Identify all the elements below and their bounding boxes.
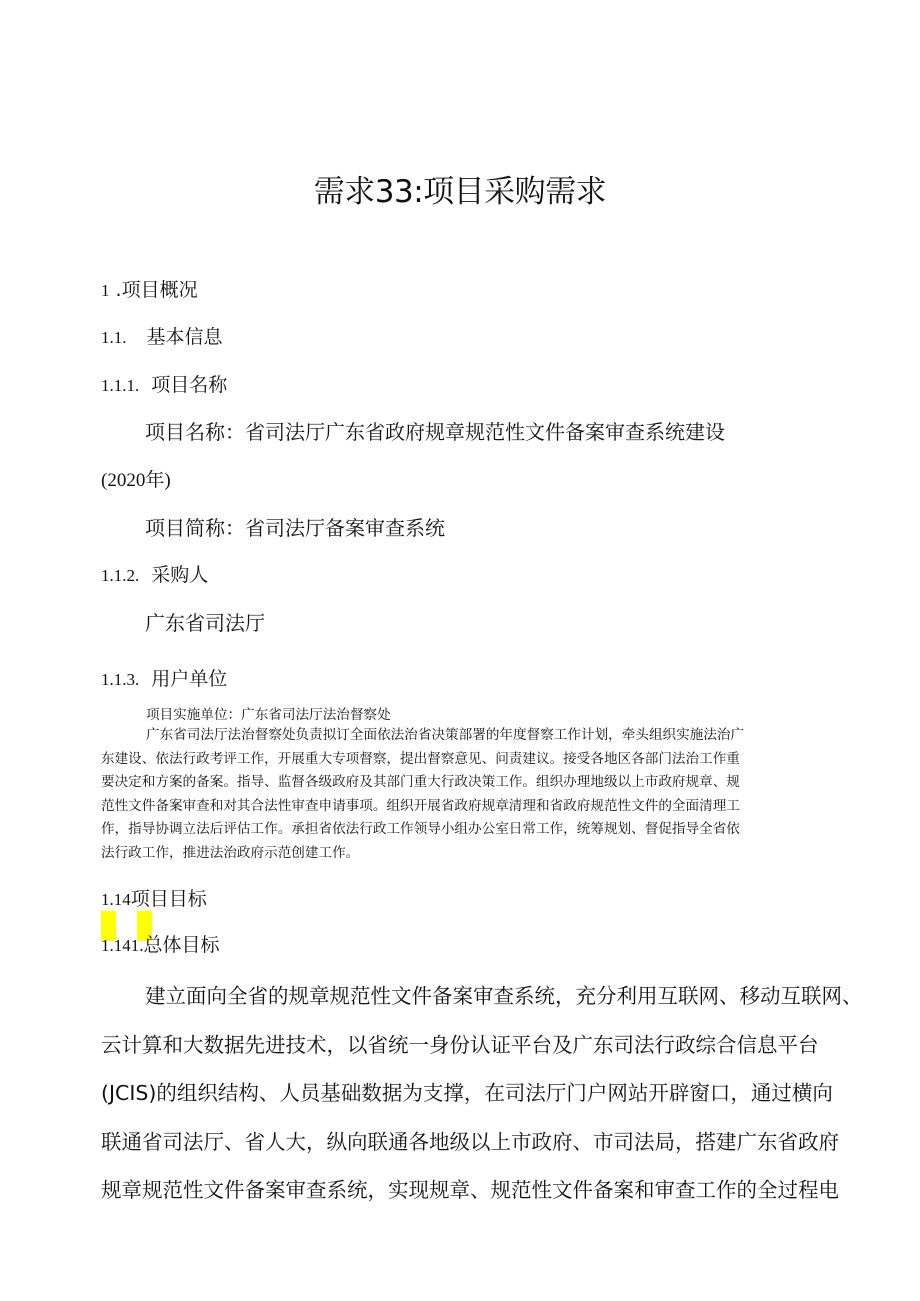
heading-1-1-4-number: 1.14 <box>101 890 131 909</box>
goal-line: 联通省司法厅、省人大，纵向联通各地级以上市政府、市司法局，搭建广东省政府 <box>101 1129 839 1154</box>
purchaser-name: 广东省司法厅 <box>145 611 265 635</box>
description-line: 东建设、依法行政考评工作，开展重大专项督察，提出督察意见、问责建议。接受各地区各部门法治工作重 <box>101 750 740 767</box>
description-line: 广东省司法厅法治督察处负责拟订全面依法治省决策部署的年度督察工作计划，牵头组织实施法治广 <box>146 727 745 743</box>
implementation-unit: 项目实施单位：广东省司法厅法治督察处 <box>146 707 391 723</box>
goal-line: 建立面向全省的规章规范性文件备案审查系统，充分利用互联网、移动互联网、 <box>145 984 863 1008</box>
goal-line: (JCIS)的组织结构、人员基础数据为支撑，在司法厅门户网站开辟窗口，通过横向 <box>101 1081 833 1105</box>
heading-1-1-1 <box>101 370 227 397</box>
heading-1-1-2-label: 采购人 <box>151 564 209 586</box>
description-line: 法行政工作，推进法治政府示范创建工作。 <box>101 844 360 861</box>
heading-1-1-3 <box>101 664 227 691</box>
heading-1-1-1-number: 1.1.1. <box>101 376 140 395</box>
heading-1-1-1-label: 项目名称 <box>151 374 228 396</box>
heading-1-1-2 <box>101 560 208 587</box>
heading-1-1-3-label: 用户单位 <box>151 668 228 690</box>
heading-1-1-4-1-label: 总体目标 <box>143 934 220 956</box>
project-name-line-2: (2020年) <box>101 470 171 491</box>
goal-line: 云计算和大数据先进技术，以省统一身份认证平台及广东司法行政综合信息平台 <box>101 1032 819 1057</box>
heading-1-1-3-number: 1.1.3. <box>101 670 140 689</box>
project-name-line-1: 项目名称：省司法厅广东省政府规章规范性文件备案审查系统建设 <box>145 420 725 444</box>
heading-1-1-4 <box>101 884 207 911</box>
document-title: 需求33:项目采购需求 <box>313 174 607 210</box>
heading-1-1-4-1-number: 1.141. <box>101 936 144 955</box>
heading-1-1 <box>101 322 223 349</box>
heading-1-1-label: 基本信息 <box>146 326 223 348</box>
heading-1-1-4-1 <box>101 930 220 957</box>
description-line: 作，指导协调立法后评估工作。承担省依法行政工作领导小组办公室日常工作，统筹规划、督促指导全省依 <box>101 821 740 837</box>
overall-goal-paragraph <box>101 972 863 1215</box>
user-unit-description <box>101 724 826 865</box>
description-line: 范性文件备案审查和对其合法性审查申请事项。组织开展省政府规章清理和省政府规范性文件的全面清理工 <box>101 797 740 814</box>
heading-1-1-2-number: 1.1.2. <box>101 566 140 585</box>
heading-1 <box>101 275 198 302</box>
project-short-name: 项目简称：省司法厅备案审查系统 <box>145 516 445 540</box>
description-line: 要决定和方案的备案。指导、监督各级政府及其部门重大行政决策工作。组织办理地级以上市政府规章、规 <box>101 774 740 790</box>
heading-1-1-4-label: 项目目标 <box>130 888 207 910</box>
heading-1-number: 1 <box>101 281 110 300</box>
goal-line: 规章规范性文件备案审查系统，实现规章、规范性文件备案和审查工作的全过程电 <box>101 1178 839 1202</box>
heading-1-1-number: 1.1. <box>101 328 127 347</box>
heading-1-label: .项目概况 <box>115 279 198 301</box>
